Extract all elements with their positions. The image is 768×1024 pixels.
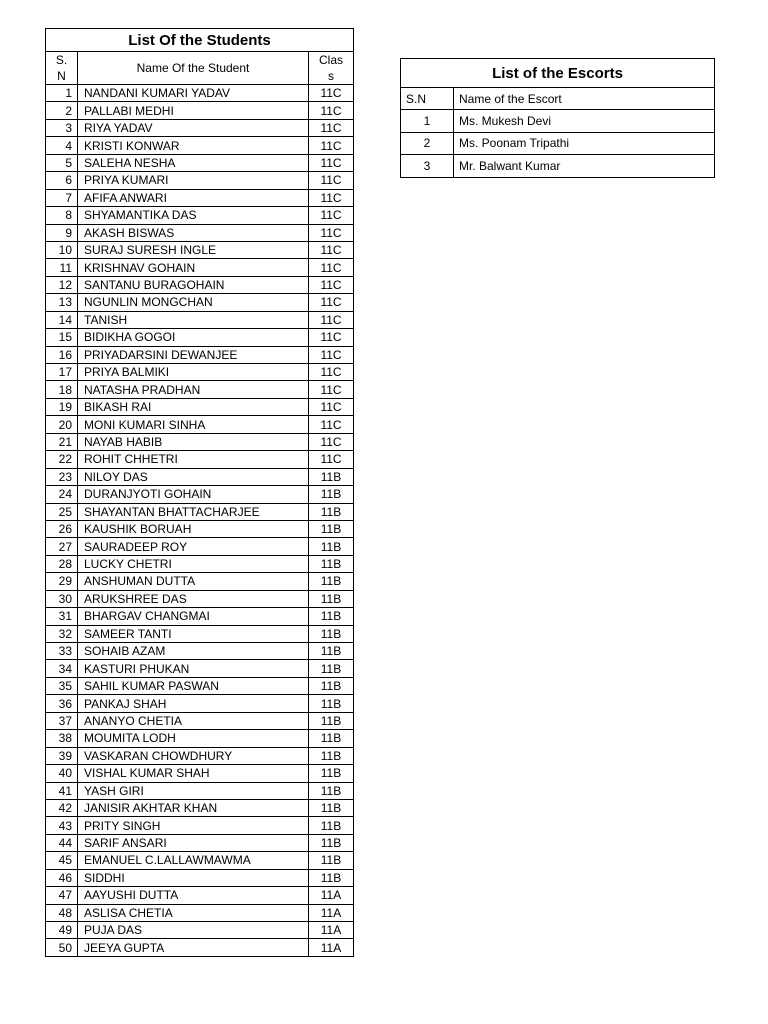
student-class: 11B (309, 852, 354, 869)
student-row (46, 677, 354, 694)
student-row (46, 660, 354, 677)
student-name: SHYAMANTIKA DAS (78, 207, 309, 224)
student-row (46, 433, 354, 450)
student-class: 11B (309, 695, 354, 712)
student-row (46, 294, 354, 311)
student-row (46, 834, 354, 851)
student-row (46, 852, 354, 869)
student-sn: 38 (46, 730, 78, 747)
student-name: ARUKSHREE DAS (78, 590, 309, 607)
student-class: 11B (309, 677, 354, 694)
student-name: RIYA YADAV (78, 119, 309, 136)
student-class: 11B (309, 834, 354, 851)
student-name: LUCKY CHETRI (78, 555, 309, 572)
student-name: SANTANU BURAGOHAIN (78, 276, 309, 293)
header-student-name: Name Of the Student (78, 52, 309, 85)
students-header-row (46, 52, 354, 85)
student-sn: 39 (46, 747, 78, 764)
student-name: VASKARAN CHOWDHURY (78, 747, 309, 764)
student-sn: 20 (46, 416, 78, 433)
student-name: BIKASH RAI (78, 398, 309, 415)
student-row (46, 241, 354, 258)
student-class: 11B (309, 468, 354, 485)
student-name: SIDDHI (78, 869, 309, 886)
student-name: JANISIR AKHTAR KHAN (78, 799, 309, 816)
student-name: TANISH (78, 311, 309, 328)
student-sn: 10 (46, 241, 78, 258)
student-row (46, 381, 354, 398)
student-sn: 3 (46, 119, 78, 136)
student-class: 11B (309, 869, 354, 886)
student-row (46, 154, 354, 171)
student-sn: 24 (46, 486, 78, 503)
student-row (46, 85, 354, 102)
student-name: SHAYANTAN BHATTACHARJEE (78, 503, 309, 520)
student-row (46, 311, 354, 328)
student-sn: 41 (46, 782, 78, 799)
student-sn: 46 (46, 869, 78, 886)
escort-name: Ms. Poonam Tripathi (454, 132, 715, 155)
escort-header-name: Name of the Escort (454, 88, 715, 110)
student-class: 11B (309, 608, 354, 625)
escort-row (401, 110, 715, 133)
student-sn: 29 (46, 573, 78, 590)
student-sn: 26 (46, 520, 78, 537)
student-row (46, 887, 354, 904)
student-name: SARIF ANSARI (78, 834, 309, 851)
student-row (46, 538, 354, 555)
student-sn: 42 (46, 799, 78, 816)
student-name: NANDANI KUMARI YADAV (78, 85, 309, 102)
student-name: SAURADEEP ROY (78, 538, 309, 555)
student-class: 11B (309, 520, 354, 537)
student-sn: 11 (46, 259, 78, 276)
student-class: 11C (309, 119, 354, 136)
student-row (46, 486, 354, 503)
student-sn: 48 (46, 904, 78, 921)
student-name: PRIYA KUMARI (78, 172, 309, 189)
student-sn: 13 (46, 294, 78, 311)
student-row (46, 346, 354, 363)
student-class: 11A (309, 887, 354, 904)
student-sn: 12 (46, 276, 78, 293)
student-name: JEEYA GUPTA (78, 939, 309, 956)
header-class-line1: Clas (319, 53, 344, 67)
student-class: 11C (309, 137, 354, 154)
student-sn: 7 (46, 189, 78, 206)
student-name: VISHAL KUMAR SHAH (78, 765, 309, 782)
header-sn-line1: S. (55, 53, 68, 67)
student-row (46, 765, 354, 782)
student-class: 11B (309, 643, 354, 660)
student-sn: 19 (46, 398, 78, 415)
student-class: 11A (309, 939, 354, 956)
student-class: 11C (309, 189, 354, 206)
student-name: PRITY SINGH (78, 817, 309, 834)
student-name: SALEHA NESHA (78, 154, 309, 171)
student-class: 11B (309, 503, 354, 520)
escorts-table (400, 58, 715, 178)
student-class: 11B (309, 538, 354, 555)
student-sn: 40 (46, 765, 78, 782)
student-sn: 17 (46, 364, 78, 381)
student-row (46, 747, 354, 764)
student-name: KASTURI PHUKAN (78, 660, 309, 677)
student-name: AKASH BISWAS (78, 224, 309, 241)
student-name: PUJA DAS (78, 922, 309, 939)
student-sn: 16 (46, 346, 78, 363)
student-class: 11C (309, 364, 354, 381)
escort-sn: 1 (401, 110, 454, 133)
student-name: KRISTI KONWAR (78, 137, 309, 154)
student-class: 11C (309, 398, 354, 415)
escorts-table-title: List of the Escorts (401, 59, 715, 88)
student-row (46, 416, 354, 433)
student-sn: 21 (46, 433, 78, 450)
student-name: DURANJYOTI GOHAIN (78, 486, 309, 503)
student-row (46, 329, 354, 346)
student-class: 11C (309, 346, 354, 363)
header-class (309, 52, 354, 85)
student-name: PALLABI MEDHI (78, 102, 309, 119)
student-class: 11B (309, 555, 354, 572)
student-class: 11B (309, 730, 354, 747)
student-class: 11B (309, 486, 354, 503)
student-sn: 47 (46, 887, 78, 904)
student-row (46, 398, 354, 415)
student-class: 11B (309, 625, 354, 642)
student-sn: 15 (46, 329, 78, 346)
student-name: PRIYADARSINI DEWANJEE (78, 346, 309, 363)
student-row (46, 590, 354, 607)
student-row (46, 119, 354, 136)
student-sn: 22 (46, 451, 78, 468)
student-sn: 9 (46, 224, 78, 241)
student-class: 11B (309, 782, 354, 799)
student-name: PANKAJ SHAH (78, 695, 309, 712)
student-name: ANANYO CHETIA (78, 712, 309, 729)
student-row (46, 695, 354, 712)
student-row (46, 730, 354, 747)
student-row (46, 224, 354, 241)
student-sn: 36 (46, 695, 78, 712)
student-class: 11C (309, 329, 354, 346)
student-name: EMANUEL C.LALLAWMAWMA (78, 852, 309, 869)
header-sn-line2: N (57, 69, 66, 83)
student-class: 11A (309, 922, 354, 939)
student-name: BHARGAV CHANGMAI (78, 608, 309, 625)
student-class: 11B (309, 712, 354, 729)
student-sn: 45 (46, 852, 78, 869)
student-class: 11C (309, 294, 354, 311)
student-row (46, 817, 354, 834)
student-class: 11C (309, 276, 354, 293)
student-sn: 28 (46, 555, 78, 572)
student-class: 11C (309, 311, 354, 328)
student-name: SAMEER TANTI (78, 625, 309, 642)
student-row (46, 276, 354, 293)
student-sn: 2 (46, 102, 78, 119)
student-row (46, 712, 354, 729)
student-class: 11B (309, 799, 354, 816)
student-class: 11C (309, 172, 354, 189)
student-class: 11B (309, 765, 354, 782)
student-name: BIDIKHA GOGOI (78, 329, 309, 346)
student-class: 11C (309, 451, 354, 468)
escort-header-sn: S.N (401, 88, 454, 110)
student-name: NGUNLIN MONGCHAN (78, 294, 309, 311)
student-sn: 50 (46, 939, 78, 956)
student-row (46, 259, 354, 276)
student-name: AAYUSHI DUTTA (78, 887, 309, 904)
student-row (46, 102, 354, 119)
student-sn: 25 (46, 503, 78, 520)
students-table-title: List Of the Students (46, 29, 354, 52)
escort-sn: 2 (401, 132, 454, 155)
student-name: SOHAIB AZAM (78, 643, 309, 660)
students-table (45, 28, 354, 957)
student-row (46, 189, 354, 206)
student-sn: 27 (46, 538, 78, 555)
student-row (46, 799, 354, 816)
student-class: 11C (309, 85, 354, 102)
student-sn: 37 (46, 712, 78, 729)
student-row (46, 503, 354, 520)
student-class: 11C (309, 381, 354, 398)
student-row (46, 520, 354, 537)
student-class: 11C (309, 416, 354, 433)
student-row (46, 451, 354, 468)
student-name: NILOY DAS (78, 468, 309, 485)
student-class: 11C (309, 433, 354, 450)
student-row (46, 782, 354, 799)
student-name: MONI KUMARI SINHA (78, 416, 309, 433)
student-class: 11B (309, 660, 354, 677)
student-sn: 49 (46, 922, 78, 939)
student-sn: 1 (46, 85, 78, 102)
header-class-line2: s (328, 69, 334, 83)
student-row (46, 608, 354, 625)
student-sn: 4 (46, 137, 78, 154)
student-sn: 44 (46, 834, 78, 851)
student-sn: 30 (46, 590, 78, 607)
student-name: SAHIL KUMAR PASWAN (78, 677, 309, 694)
student-name: YASH GIRI (78, 782, 309, 799)
student-name: ANSHUMAN DUTTA (78, 573, 309, 590)
student-name: MOUMITA LODH (78, 730, 309, 747)
student-sn: 8 (46, 207, 78, 224)
student-class: 11C (309, 154, 354, 171)
student-row (46, 137, 354, 154)
student-class: 11C (309, 259, 354, 276)
student-row (46, 643, 354, 660)
student-row (46, 939, 354, 956)
student-row (46, 573, 354, 590)
student-sn: 6 (46, 172, 78, 189)
student-row (46, 364, 354, 381)
student-name: KRISHNAV GOHAIN (78, 259, 309, 276)
escort-name: Mr. Balwant Kumar (454, 155, 715, 178)
student-name: NAYAB HABIB (78, 433, 309, 450)
escort-row (401, 155, 715, 178)
student-class: 11B (309, 573, 354, 590)
escort-row (401, 132, 715, 155)
student-sn: 34 (46, 660, 78, 677)
student-row (46, 869, 354, 886)
student-class: 11C (309, 102, 354, 119)
student-sn: 18 (46, 381, 78, 398)
student-class: 11B (309, 747, 354, 764)
student-class: 11C (309, 224, 354, 241)
student-class: 11B (309, 590, 354, 607)
student-row (46, 922, 354, 939)
student-name: NATASHA PRADHAN (78, 381, 309, 398)
student-sn: 35 (46, 677, 78, 694)
student-row (46, 904, 354, 921)
student-sn: 23 (46, 468, 78, 485)
student-sn: 33 (46, 643, 78, 660)
student-sn: 31 (46, 608, 78, 625)
student-class: 11C (309, 241, 354, 258)
student-class: 11B (309, 817, 354, 834)
student-sn: 32 (46, 625, 78, 642)
escort-sn: 3 (401, 155, 454, 178)
student-row (46, 555, 354, 572)
student-row (46, 207, 354, 224)
escorts-header-row (401, 88, 715, 110)
student-row (46, 172, 354, 189)
student-sn: 5 (46, 154, 78, 171)
student-name: ROHIT CHHETRI (78, 451, 309, 468)
student-name: AFIFA ANWARI (78, 189, 309, 206)
student-name: KAUSHIK BORUAH (78, 520, 309, 537)
student-class: 11A (309, 904, 354, 921)
escort-name: Ms. Mukesh Devi (454, 110, 715, 133)
student-row (46, 625, 354, 642)
header-sn (46, 52, 78, 85)
student-name: ASLISA CHETIA (78, 904, 309, 921)
student-sn: 14 (46, 311, 78, 328)
student-row (46, 468, 354, 485)
student-sn: 43 (46, 817, 78, 834)
student-name: SURAJ SURESH INGLE (78, 241, 309, 258)
student-name: PRIYA BALMIKI (78, 364, 309, 381)
student-class: 11C (309, 207, 354, 224)
